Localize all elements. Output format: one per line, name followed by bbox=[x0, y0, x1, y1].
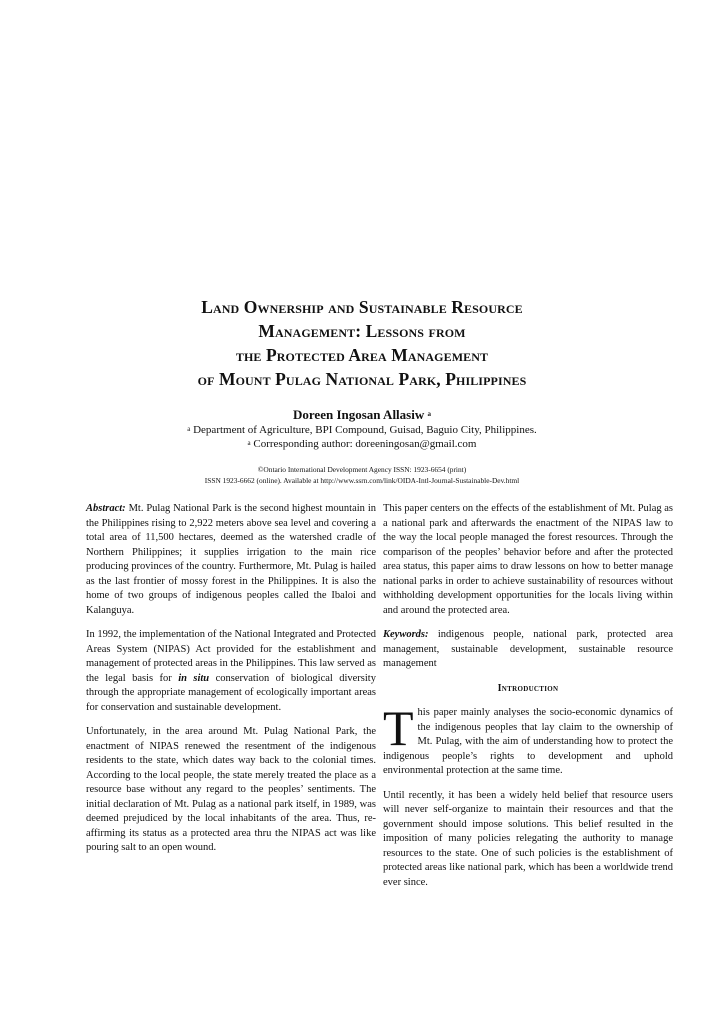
copyright-line-1: ©Ontario International Development Agency ISSN: 1923-6654 (print) bbox=[257, 465, 467, 474]
copyright-block bbox=[0, 464, 724, 486]
nipas-text-before: In 1992, the implementation of the National Integrated and Protected Areas System (NIPAS) Act provided for the establishment and management of protected areas in the Philippines. This law served as the legal basis for bbox=[86, 629, 376, 684]
title-line-4: of Mount Pulag National Park, Philippines bbox=[197, 369, 527, 389]
in-situ-emphasis: in situ bbox=[178, 672, 210, 684]
keywords-text: indigenous people, national park, protected area management, sustainable development, sustainable resource management bbox=[383, 629, 673, 669]
title-line-2: Management: Lessons from bbox=[258, 321, 466, 341]
paper-focus-paragraph: This paper centers on the effects of the establishment of Mt. Pulag as a national park and afterwards the enactment of the NIPAS law to the way the local people managed the forest resources. Through the comparison of the peoples’ behavior before and after the protected area status, this paper aims to draw lessons on how to better manage national parks in order to achieve sustainability of resources without withholding development opportunities for the locals living within and around the protected area. bbox=[383, 503, 673, 616]
resentment-paragraph: Unfortunately, in the area around Mt. Pulag National Park, the enactment of NIPAS renewed the resentment of the indigenous residents to the state, which dates way back to the colonial times. According to the local people, the state merely treated the place as a resource base without any regard to the peoples’ sentiments. The initial declaration of Mt. Pulag as a national park itself, in 1989, was deemed prejudiced by the local inhabitants of the area. Thus, re-affirming its status as a protected area thru the NIPAS act was like pouring salt to an open wound. bbox=[86, 726, 376, 853]
affiliation: Department of Agriculture, BPI Compound, Guisad, Baguio City, Philippines. bbox=[193, 424, 537, 436]
abstract-text: Mt. Pulag National Park is the second highest mountain in the Philippines rising to 2,922 meters above sea level and covering a total area of 11,500 hectares, deemed as the watershed cradle of Northern Philippines; it supplies irrigation to the main rice producing provinces of the country. Furthermore, Mt. Pulag is hailed as the last frontier of mossy forest in the Philippines. It is also the home of two groups of indigenous peoples called the Ibaloi and Kalanguya. bbox=[86, 503, 376, 616]
keywords-paragraph bbox=[383, 628, 673, 672]
corresponding-line bbox=[0, 437, 724, 451]
introduction-paragraph bbox=[383, 700, 673, 779]
right-column bbox=[383, 502, 673, 900]
corresponding-author: Corresponding author: doreeningosan@gmail.com bbox=[253, 438, 477, 450]
introduction-text: his paper mainly analyses the socio-economic dynamics of the indigenous peoples that lay claim to the ownership of Mt. Pulag, with the aim of understanding how to protect the indigenous people’s rights to development and uphold environmental protection at the same time. bbox=[383, 707, 673, 776]
resource-belief-paragraph: Until recently, it has been a widely held belief that resource users will never self-organize to maintain their resources and that the government should impose solutions. This belief resulted in the imposition of many policies relegating the authority to manage resources to the state. One of such policies is the establishment of protected areas like national park, which has been a worldwide trend ever since. bbox=[383, 789, 673, 888]
nipas-text-after: conservation of biological diversity through the appropriate management of ecologically important areas for conservation and sustainable development. bbox=[86, 672, 376, 713]
author-name: Doreen Ingosan Allasiw bbox=[293, 407, 425, 422]
abstract-label: Abstract: bbox=[86, 503, 126, 514]
nipas-paragraph bbox=[86, 628, 376, 715]
drop-cap: T bbox=[383, 700, 414, 756]
copyright-line-2: ISSN 1923-6662 (online). Available at http://www.ssrn.com/link/OIDA-Intl-Journal-Sustainable-Dev.html bbox=[204, 476, 520, 485]
corresponding-marker: a bbox=[247, 439, 251, 447]
abstract-paragraph bbox=[86, 502, 376, 618]
affiliation-line bbox=[0, 423, 724, 437]
section-heading-introduction: Introduction bbox=[497, 682, 559, 694]
author-block bbox=[0, 407, 724, 451]
paper-title bbox=[0, 295, 724, 391]
title-line-3: the Protected Area Management bbox=[235, 345, 489, 365]
title-line-1: Land Ownership and Sustainable Resource bbox=[201, 297, 523, 317]
left-column bbox=[86, 502, 376, 866]
author-marker: a bbox=[427, 410, 431, 418]
affiliation-marker: a bbox=[187, 425, 191, 433]
author-line bbox=[0, 407, 724, 423]
keywords-label: Keywords: bbox=[383, 629, 429, 640]
